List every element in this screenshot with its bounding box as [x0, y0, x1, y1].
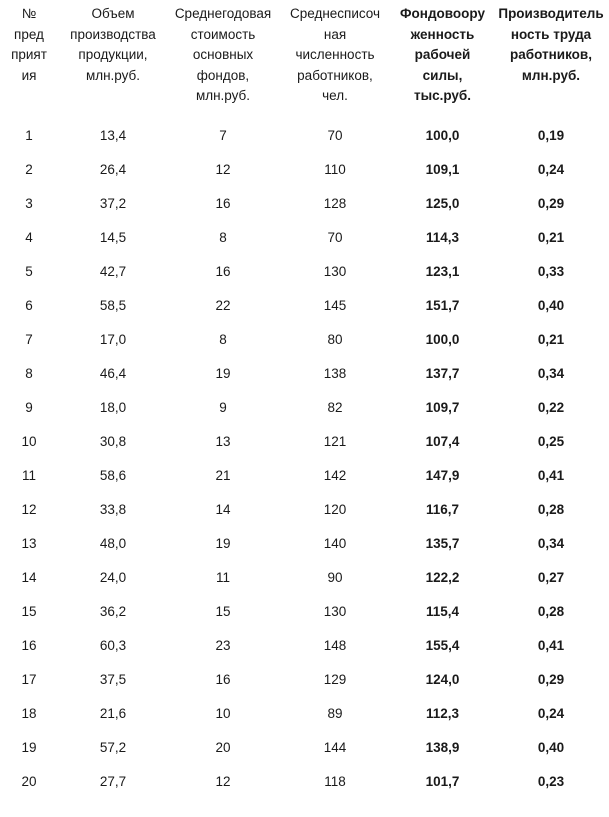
enterprise-data-table: [0, 4, 609, 799]
capital-labor-ratio-cell: 101,7: [425, 773, 460, 789]
enterprise-number-cell: 14: [21, 569, 37, 585]
average-headcount-cell: 70: [327, 229, 343, 245]
labor-productivity-cell: 0,23: [537, 773, 565, 789]
enterprise-number-cell: 10: [21, 433, 37, 449]
fixed-assets-cost-cell: 14: [215, 501, 231, 517]
production-volume-cell: 37,5: [99, 671, 127, 687]
table-row: [0, 765, 609, 799]
average-headcount-cell: 145: [323, 297, 347, 313]
labor-productivity-cell: 0,40: [537, 739, 565, 755]
labor-productivity-cell: 0,27: [537, 569, 565, 585]
table-row: [0, 187, 609, 221]
table-row: [0, 629, 609, 663]
capital-labor-ratio-cell: 109,7: [425, 399, 460, 415]
labor-productivity-cell: 0,41: [537, 637, 565, 653]
enterprise-number-cell: 8: [25, 365, 33, 381]
average-headcount-cell: 82: [327, 399, 343, 415]
enterprise-number-cell: 17: [21, 671, 37, 687]
production-volume-cell: 13,4: [99, 127, 127, 143]
enterprise-number-cell: 20: [21, 773, 37, 789]
production-volume-cell: 60,3: [99, 637, 127, 653]
fixed-assets-cost-cell: 8: [219, 229, 227, 245]
capital-labor-ratio-cell: 100,0: [425, 331, 460, 347]
average-headcount-cell: 130: [323, 263, 347, 279]
fixed-assets-cost-cell: 13: [215, 433, 231, 449]
table-row: [0, 697, 609, 731]
enterprise-number-cell: 1: [25, 127, 33, 143]
average-headcount-cell: 110: [324, 161, 346, 177]
labor-productivity-cell: 0,34: [537, 535, 565, 551]
fixed-assets-cost-cell: 19: [215, 535, 231, 551]
average-headcount-cell: 140: [323, 535, 347, 551]
average-headcount-cell: 118: [324, 773, 346, 789]
labor-productivity-cell: 0,21: [537, 229, 565, 245]
average-headcount-cell: 89: [327, 705, 343, 721]
labor-productivity-cell: 0,40: [537, 297, 565, 313]
capital-labor-ratio-cell: 123,1: [425, 263, 460, 279]
table-body: [0, 119, 609, 799]
labor-productivity-cell: 0,19: [537, 127, 565, 143]
fixed-assets-cost-cell: 7: [219, 127, 227, 143]
table-row: [0, 153, 609, 187]
labor-productivity-cell: 0,29: [537, 195, 565, 211]
production-volume-cell: 48,0: [99, 535, 127, 551]
fixed-assets-cost-cell: 16: [215, 263, 231, 279]
table-row: [0, 459, 609, 493]
production-volume-cell: 33,8: [99, 501, 127, 517]
fixed-assets-cost-cell: 10: [215, 705, 231, 721]
labor-productivity-cell: 0,24: [537, 161, 565, 177]
table-row: [0, 663, 609, 697]
fixed-assets-cost-cell: 15: [215, 603, 231, 619]
production-volume-cell: 58,5: [99, 297, 127, 313]
production-volume-cell: 14,5: [99, 229, 127, 245]
enterprise-number-cell: 4: [25, 229, 33, 245]
average-headcount-cell: 142: [323, 467, 347, 483]
table-header: [0, 4, 609, 119]
labor-productivity-cell: 0,24: [537, 705, 565, 721]
production-volume-cell: 30,8: [99, 433, 127, 449]
table-row: [0, 493, 609, 527]
table-row: [0, 731, 609, 765]
labor-productivity-cell: 0,25: [537, 433, 565, 449]
average-headcount-cell: 144: [323, 739, 347, 755]
header-fixed-assets-cost: Среднегодовая стоимость основных фондов, млн.руб.: [174, 6, 272, 103]
capital-labor-ratio-cell: 147,9: [425, 467, 460, 483]
labor-productivity-cell: 0,29: [537, 671, 565, 687]
enterprise-number-cell: 13: [21, 535, 37, 551]
enterprise-number-cell: 7: [25, 331, 33, 347]
fixed-assets-cost-cell: 16: [215, 195, 231, 211]
capital-labor-ratio-cell: 135,7: [425, 535, 460, 551]
capital-labor-ratio-cell: 112,3: [425, 705, 460, 721]
production-volume-cell: 37,2: [99, 195, 127, 211]
capital-labor-ratio-cell: 137,7: [425, 365, 460, 381]
labor-productivity-cell: 0,33: [537, 263, 565, 279]
fixed-assets-cost-cell: 21: [215, 467, 231, 483]
enterprise-number-cell: 18: [21, 705, 37, 721]
header-row: [0, 4, 609, 119]
table-row: [0, 289, 609, 323]
capital-labor-ratio-cell: 115,4: [425, 603, 460, 619]
production-volume-cell: 17,0: [99, 331, 127, 347]
average-headcount-cell: 129: [323, 671, 347, 687]
production-volume-cell: 21,6: [99, 705, 127, 721]
capital-labor-ratio-cell: 155,4: [425, 637, 460, 653]
enterprise-number-cell: 5: [25, 263, 33, 279]
average-headcount-cell: 128: [323, 195, 347, 211]
production-volume-cell: 46,4: [99, 365, 127, 381]
average-headcount-cell: 148: [323, 637, 347, 653]
table-row: [0, 255, 609, 289]
fixed-assets-cost-cell: 9: [219, 399, 227, 415]
capital-labor-ratio-cell: 100,0: [425, 127, 460, 143]
fixed-assets-cost-cell: 23: [215, 637, 231, 653]
table-row: [0, 391, 609, 425]
production-volume-cell: 57,2: [99, 739, 127, 755]
capital-labor-ratio-cell: 122,2: [425, 569, 460, 585]
fixed-assets-cost-cell: 20: [215, 739, 231, 755]
fixed-assets-cost-cell: 19: [215, 365, 231, 381]
labor-productivity-cell: 0,28: [537, 603, 565, 619]
labor-productivity-cell: 0,41: [537, 467, 565, 483]
labor-productivity-cell: 0,28: [537, 501, 565, 517]
table-row: [0, 527, 609, 561]
capital-labor-ratio-cell: 125,0: [425, 195, 460, 211]
enterprise-number-cell: 3: [25, 195, 33, 211]
capital-labor-ratio-cell: 151,7: [425, 297, 460, 313]
enterprise-number-cell: 19: [21, 739, 37, 755]
fixed-assets-cost-cell: 8: [219, 331, 227, 347]
enterprise-number-cell: 15: [21, 603, 37, 619]
enterprise-number-cell: 2: [25, 161, 33, 177]
table-row: [0, 561, 609, 595]
fixed-assets-cost-cell: 12: [215, 773, 231, 789]
header-production-volume: Объем производства продукции, млн.руб.: [70, 6, 156, 83]
table-row: [0, 221, 609, 255]
table-row: [0, 595, 609, 629]
fixed-assets-cost-cell: 12: [215, 161, 231, 177]
fixed-assets-cost-cell: 16: [215, 671, 231, 687]
production-volume-cell: 24,0: [99, 569, 127, 585]
average-headcount-cell: 70: [327, 127, 343, 143]
production-volume-cell: 18,0: [99, 399, 127, 415]
table-row: [0, 323, 609, 357]
average-headcount-cell: 120: [323, 501, 347, 517]
production-volume-cell: 27,7: [99, 773, 127, 789]
average-headcount-cell: 80: [327, 331, 343, 347]
production-volume-cell: 58,6: [99, 467, 127, 483]
header-enterprise-number: № пред прият ия: [11, 6, 47, 83]
enterprise-number-cell: 6: [25, 297, 33, 313]
fixed-assets-cost-cell: 22: [215, 297, 231, 313]
enterprise-number-cell: 12: [21, 501, 37, 517]
labor-productivity-cell: 0,34: [537, 365, 565, 381]
labor-productivity-cell: 0,21: [537, 331, 565, 347]
enterprise-number-cell: 16: [21, 637, 37, 653]
capital-labor-ratio-cell: 114,3: [425, 229, 460, 245]
capital-labor-ratio-cell: 138,9: [425, 739, 460, 755]
capital-labor-ratio-cell: 124,0: [425, 671, 460, 687]
average-headcount-cell: 138: [323, 365, 347, 381]
table-row: [0, 425, 609, 459]
header-capital-labor-ratio: Фондовоору женность рабочей силы, тыс.руб.: [400, 6, 485, 103]
production-volume-cell: 26,4: [99, 161, 127, 177]
enterprise-number-cell: 9: [25, 399, 33, 415]
enterprise-number-cell: 11: [21, 467, 36, 483]
capital-labor-ratio-cell: 116,7: [425, 501, 460, 517]
capital-labor-ratio-cell: 107,4: [425, 433, 460, 449]
table-row: [0, 119, 609, 153]
production-volume-cell: 36,2: [99, 603, 127, 619]
header-average-headcount: Среднесписоч ная численность работников, чел.: [289, 6, 381, 103]
header-labor-productivity: Производитель ность труда работников, млн.руб.: [498, 6, 604, 83]
average-headcount-cell: 130: [323, 603, 347, 619]
average-headcount-cell: 121: [323, 433, 347, 449]
table-row: [0, 357, 609, 391]
average-headcount-cell: 90: [327, 569, 343, 585]
capital-labor-ratio-cell: 109,1: [425, 161, 460, 177]
labor-productivity-cell: 0,22: [537, 399, 565, 415]
fixed-assets-cost-cell: 11: [215, 569, 230, 585]
production-volume-cell: 42,7: [99, 263, 127, 279]
